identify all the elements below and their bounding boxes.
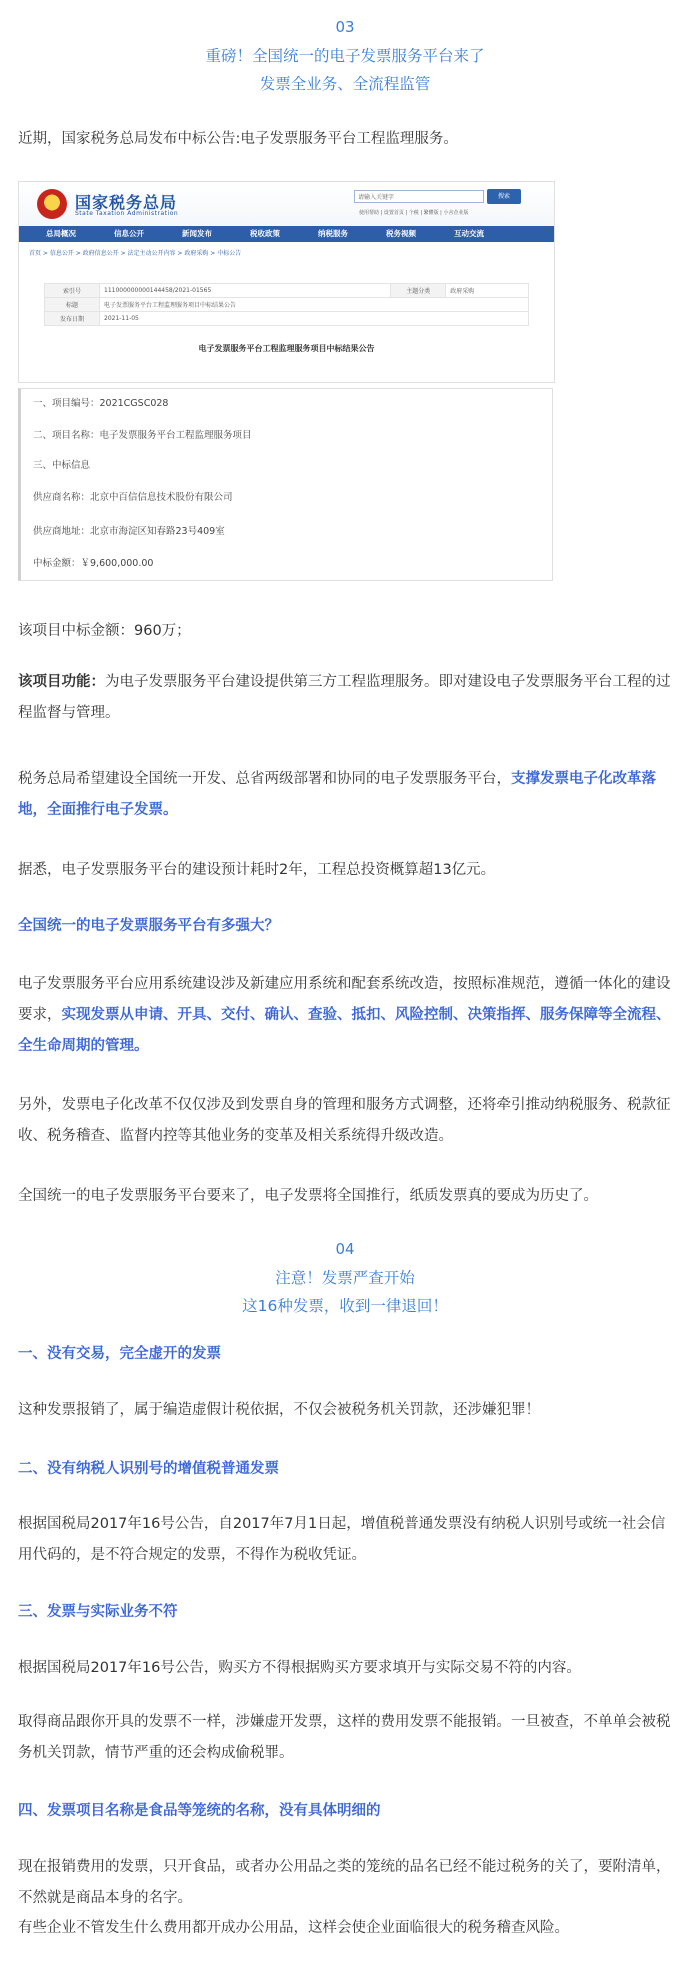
platform-text: 税务总局希望建设全国统一开发、总省两级部署和协同的电子发票服务平台， [18,771,511,787]
function-paragraph [18,667,674,729]
point-2-heading: 二、没有纳税人识别号的增值税普通发票 [18,1461,279,1477]
supplier-name: 供应商名称：北京中百信信息技术股份有限公司 [33,492,233,503]
history-paragraph: 全国统一的电子发票服务平台要来了，电子发票将全国推行，纸质发票真的要成为历史了。 [18,1188,598,1204]
table-row [45,284,529,298]
point-1-text: 这种发票报销了，属于编造虚假计税依据，不仅会被税务机关罚款，还涉嫌犯罪！ [18,1402,540,1418]
notice-title: 电子发票服务平台工程监理服务项目中标结果公告 [198,344,375,353]
site-nav [19,226,554,242]
section-title-line-2: 发票全业务、全流程监管 [259,75,431,93]
section-title-line-1: 注意！发票严查开始 [275,1269,415,1287]
point-2-text: 根据国税局2017年16号公告，自2017年7月1日起，增值税普通发票没有纳税人识别号或统一社会信用代码的，是不符合规定的发票，不得作为税收凭证。 [18,1516,666,1563]
point-3-text-b: 取得商品跟你开具的发票不一样，涉嫌虚开发票，这样的费用发票不能报销。一旦被查，不单单会被税务机关罚款，情节严重的还会构成偷税罪。 [18,1714,671,1761]
system-text: 电子发票服务平台应用系统建设涉及新建应用系统和配套系统改造，按照标准规范，遵循一体化的建设要求， [18,976,671,1023]
point-4-heading: 四、发票项目名称是食品等笼统的名称，没有具体明细的 [18,1803,381,1819]
tax-bureau-screenshot [18,181,555,383]
amount-paragraph: 该项目中标金额：960万； [18,623,191,639]
point-1-heading: 一、没有交易，完全虚开的发票 [18,1346,221,1362]
site-nav-item[interactable]: 纳税服务 [318,229,348,238]
section-title-line-2: 这16种发票，收到一律退回！ [242,1297,448,1315]
site-header [19,182,554,226]
site-name: 国家税务总局 [75,193,178,212]
table-value: 电子发票服务平台工程监理服务项目中标结果公告 [100,298,529,312]
notice-item-number: 一、项目编号：2021CGSC028 [33,398,169,409]
notice-item-info: 三、中标信息 [33,460,91,471]
section-title [0,1264,690,1320]
table-value: 111000000000144458/2021-01565 [100,284,391,298]
site-nav-item[interactable]: 税收政策 [250,229,280,238]
table-row [45,312,529,326]
strength-heading: 全国统一的电子发票服务平台有多强大？ [18,918,279,934]
site-nav-item[interactable]: 新闻发布 [182,229,212,238]
award-amount: 中标金额：￥9,600,000.00 [33,558,154,569]
site-nav-item[interactable]: 信息公开 [114,229,144,238]
notice-item-name: 二、项目名称：电子发票服务平台工程监理服务项目 [33,430,252,441]
site-nav-item[interactable]: 总局概况 [46,229,76,238]
cost-paragraph: 据悉，电子发票服务平台的建设预计耗时2年，工程总投资概算超13亿元。 [18,862,496,878]
table-value: 2021-11-05 [100,312,529,326]
system-paragraph [18,969,674,1062]
national-emblem-icon [37,189,67,219]
site-nav-item[interactable]: 税务视频 [386,229,416,238]
table-key: 发布日期 [45,312,100,326]
system-highlight: 实现发票从申请、开具、交付、确认、查验、抵扣、风险控制、决策指挥、服务保障等全流程、全生命周期的管理。 [18,1007,671,1054]
point-3-text-a: 根据国税局2017年16号公告，购买方不得根据购买方要求填开与实际交易不符的内容。 [18,1660,581,1676]
site-search-button[interactable]: 搜索 [487,189,521,204]
intro-paragraph: 近期，国家税务总局发布中标公告:电子发票服务平台工程监理服务。 [18,131,458,147]
table-value: 政府采购 [446,284,529,298]
site-name-en: State Taxation Administration [75,210,179,217]
section-number: 03 [335,18,355,36]
function-label: 该项目功能： [18,674,105,690]
site-top-links: 使用帮助 | 设置首页 | 个税 | 繁體版 | 小舍企业版 [359,210,469,216]
section-number: 04 [335,1240,355,1258]
section-title [0,42,690,98]
point-4-text-a: 现在报销费用的发票，只开食品，或者办公用品之类的笼统的品名已经不能过税务的关了，要附清单，不然就是商品本身的名字。 [18,1859,671,1906]
table-row [45,298,529,312]
table-key: 标题 [45,298,100,312]
platform-paragraph [18,764,674,826]
site-breadcrumb: 首页 > 信息公开 > 政府信息公开 > 法定主动公开内容 > 政府采购 > 中标公告 [29,250,242,257]
point-3-heading: 三、发票与实际业务不符 [18,1604,178,1620]
info-table [44,283,529,326]
section-title-line-1: 重磅！全国统一的电子发票服务平台来了 [205,47,485,65]
table-key: 索引号 [45,284,100,298]
notice-details [18,388,553,581]
reform-paragraph: 另外，发票电子化改革不仅仅涉及到发票自身的管理和服务方式调整，还将牵引推动纳税服务、税款征收、税务稽查、监督内控等其他业务的变革及相关系统得升级改造。 [18,1097,671,1144]
table-key: 主题分类 [391,284,446,298]
site-search-input[interactable]: 请输入关键字 [354,190,484,203]
function-text: 为电子发票服务平台建设提供第三方工程监理服务。即对建设电子发票服务平台工程的过程监督与管理。 [18,674,671,721]
point-4-text-b: 有些企业不管发生什么费用都开成办公用品，这样会使企业面临很大的税务稽查风险。 [18,1920,569,1936]
site-nav-item[interactable]: 互动交流 [454,229,484,238]
platform-highlight: 支撑发票电子化改革落地，全面推行电子发票。 [18,771,656,818]
supplier-address: 供应商地址：北京市海淀区知春路23号409室 [33,526,225,537]
